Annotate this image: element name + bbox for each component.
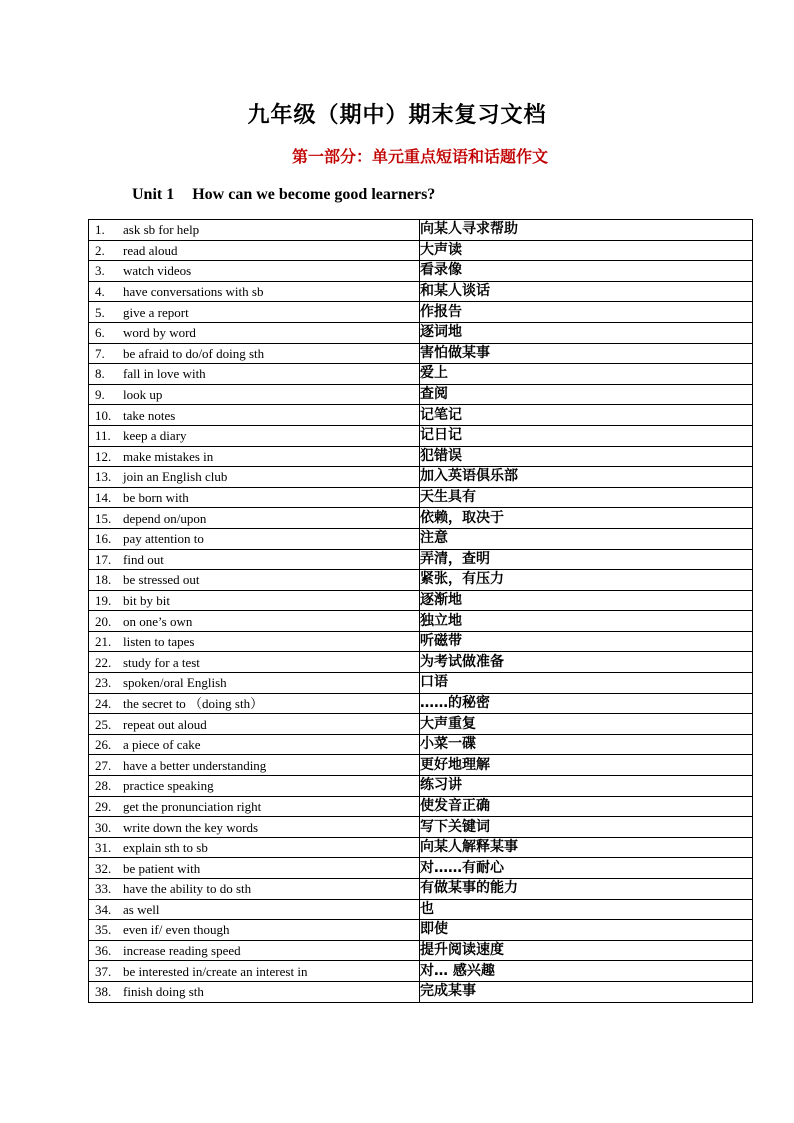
english-phrase: be stressed out [123,572,200,588]
english-phrase: have a better understanding [123,757,267,773]
english-phrase-cell [89,405,420,426]
table-row [89,652,753,673]
chinese-meaning: 有做某事的能力 [420,879,753,900]
english-phrase: write down the key words [123,819,259,835]
english-phrase-cell [89,796,420,817]
table-row [89,981,753,1002]
row-number: 8. [95,366,105,382]
chinese-meaning: 对……有耐心 [420,858,753,879]
english-phrase: listen to tapes [123,634,195,650]
english-phrase-cell [89,364,420,385]
chinese-meaning: 小菜一碟 [420,734,753,755]
chinese-meaning: 更好地理解 [420,755,753,776]
english-phrase: word by word [123,325,196,341]
english-phrase-cell [89,611,420,632]
unit-title: How can we become good learners? [192,186,436,203]
row-number: 33. [95,881,112,897]
english-phrase-cell [89,425,420,446]
english-phrase-cell [89,693,420,714]
chinese-meaning: 和某人谈话 [420,281,753,302]
english-phrase: a piece of cake [123,737,201,753]
english-phrase: repeat out aloud [123,716,207,732]
row-number: 1. [95,222,105,238]
english-phrase: have conversations with sb [123,284,264,300]
english-phrase: get the pronunciation right [123,798,262,814]
table-row [89,425,753,446]
english-phrase: take notes [123,407,176,423]
table-row [89,405,753,426]
row-number: 11. [95,428,111,444]
row-number: 7. [95,345,105,361]
table-row [89,528,753,549]
table-row [89,920,753,941]
english-phrase-cell [89,549,420,570]
chinese-meaning: 练习讲 [420,776,753,797]
table-row [89,734,753,755]
english-phrase-cell [89,755,420,776]
english-phrase-cell [89,714,420,735]
chinese-meaning: 独立地 [420,611,753,632]
table-row [89,714,753,735]
chinese-meaning: 查阅 [420,384,753,405]
english-phrase-cell [89,899,420,920]
english-phrase-cell [89,652,420,673]
chinese-meaning: 爱上 [420,364,753,385]
table-row [89,858,753,879]
chinese-meaning: 为考试做准备 [420,652,753,673]
table-row [89,899,753,920]
row-number: 23. [95,675,112,691]
english-phrase-cell [89,467,420,488]
english-phrase-cell [89,343,420,364]
english-phrase-cell [89,446,420,467]
table-row [89,302,753,323]
chinese-meaning: ……的秘密 [420,693,753,714]
row-number: 31. [95,840,112,856]
chinese-meaning: 犯错误 [420,446,753,467]
english-phrase: spoken/oral English [123,675,227,691]
chinese-meaning: 看录像 [420,261,753,282]
english-phrase-cell [89,673,420,694]
english-phrase: be interested in/create an interest in [123,963,308,979]
unit-label: Unit 1 [132,186,175,203]
chinese-meaning: 听磁带 [420,631,753,652]
table-row [89,961,753,982]
table-row [89,940,753,961]
table-row [89,817,753,838]
english-phrase-cell [89,837,420,858]
row-number: 9. [95,387,105,403]
row-number: 17. [95,551,112,567]
row-number: 3. [95,263,105,279]
chinese-meaning: 记笔记 [420,405,753,426]
table-row [89,240,753,261]
row-number: 26. [95,737,112,753]
row-number: 20. [95,613,112,629]
row-number: 32. [95,860,112,876]
chinese-meaning: 完成某事 [420,981,753,1002]
english-phrase: make mistakes in [123,448,214,464]
table-row [89,879,753,900]
english-phrase: join an English club [123,469,228,485]
english-phrase-cell [89,920,420,941]
phrase-table-body [89,220,753,1003]
row-number: 19. [95,592,112,608]
table-row [89,220,753,241]
english-phrase: bit by bit [123,592,170,608]
chinese-meaning: 记日记 [420,425,753,446]
chinese-meaning: 写下关键词 [420,817,753,838]
english-phrase-cell [89,220,420,241]
chinese-meaning: 向某人寻求帮助 [420,220,753,241]
row-number: 18. [95,572,112,588]
table-row [89,837,753,858]
english-phrase-cell [89,817,420,838]
table-row [89,755,753,776]
row-number: 30. [95,819,112,835]
table-row [89,673,753,694]
english-phrase-cell [89,776,420,797]
chinese-meaning: 提升阅读速度 [420,940,753,961]
english-phrase-cell [89,940,420,961]
row-number: 4. [95,284,105,300]
english-phrase: keep a diary [123,428,187,444]
english-phrase: read aloud [123,242,178,258]
chinese-meaning: 紧张，有压力 [420,570,753,591]
chinese-meaning: 使发音正确 [420,796,753,817]
english-phrase-cell [89,981,420,1002]
chinese-meaning: 加入英语俱乐部 [420,467,753,488]
english-phrase: depend on/upon [123,510,207,526]
chinese-meaning: 大声读 [420,240,753,261]
row-number: 12. [95,448,112,464]
english-phrase-cell [89,879,420,900]
english-phrase: pay attention to [123,531,204,547]
english-phrase-cell [89,961,420,982]
chinese-meaning: 天生具有 [420,487,753,508]
english-phrase-cell [89,261,420,282]
table-row [89,487,753,508]
phrase-table [88,219,753,1003]
english-phrase: even if/ even though [123,922,230,938]
english-phrase: on one’s own [123,613,193,629]
row-number: 38. [95,984,112,1000]
english-phrase-cell [89,508,420,529]
table-row [89,261,753,282]
chinese-meaning: 作报告 [420,302,753,323]
chinese-meaning: 逐词地 [420,322,753,343]
english-phrase-cell [89,302,420,323]
table-row [89,467,753,488]
english-phrase-cell [89,590,420,611]
row-number: 28. [95,778,112,794]
table-row [89,611,753,632]
table-row [89,281,753,302]
chinese-meaning: 依赖，取决于 [420,508,753,529]
english-phrase: ask sb for help [123,222,200,238]
table-row [89,590,753,611]
row-number: 29. [95,798,112,814]
english-phrase: finish doing sth [123,984,204,1000]
chinese-meaning: 即使 [420,920,753,941]
chinese-meaning: 口语 [420,673,753,694]
english-phrase: have the ability to do sth [123,881,252,897]
english-phrase: as well [123,901,160,917]
document-subtitle: 第一部分：单元重点短语和话题作文 [291,147,548,166]
table-row [89,693,753,714]
english-phrase-cell [89,858,420,879]
english-phrase-cell [89,281,420,302]
table-row [89,508,753,529]
chinese-meaning: 大声重复 [420,714,753,735]
table-row [89,776,753,797]
chinese-meaning: 也 [420,899,753,920]
row-number: 16. [95,531,112,547]
english-phrase: watch videos [123,263,192,279]
english-phrase: increase reading speed [123,943,241,959]
table-row [89,446,753,467]
english-phrase: find out [123,551,164,567]
chinese-meaning: 害怕做某事 [420,343,753,364]
english-phrase: explain sth to sb [123,840,208,856]
english-phrase-cell [89,240,420,261]
document-title: 九年级（期中）期末复习文档 [247,102,547,128]
english-phrase-cell [89,487,420,508]
table-row [89,631,753,652]
row-number: 14. [95,490,112,506]
row-number: 13. [95,469,112,485]
row-number: 2. [95,242,105,258]
row-number: 15. [95,510,112,526]
table-row [89,343,753,364]
table-row [89,322,753,343]
english-phrase: be born with [123,490,189,506]
english-phrase-cell [89,734,420,755]
row-number: 5. [95,304,105,320]
english-phrase-cell [89,570,420,591]
english-phrase: be patient with [123,860,201,876]
english-phrase: fall in love with [123,366,206,382]
table-row [89,549,753,570]
row-number: 10. [95,407,112,423]
english-phrase-cell [89,384,420,405]
table-row [89,364,753,385]
row-number: 24. [95,695,112,711]
chinese-meaning: 逐渐地 [420,590,753,611]
english-phrase: practice speaking [123,778,214,794]
row-number: 6. [95,325,105,341]
table-row [89,570,753,591]
english-phrase-cell [89,322,420,343]
chinese-meaning: 注意 [420,528,753,549]
english-phrase: the secret to （doing sth） [123,695,264,711]
row-number: 21. [95,634,112,650]
row-number: 27. [95,757,112,773]
row-number: 35. [95,922,112,938]
english-phrase: look up [123,387,163,403]
table-row [89,384,753,405]
english-phrase: give a report [123,304,189,320]
row-number: 25. [95,716,112,732]
unit-heading [132,186,435,204]
row-number: 36. [95,943,112,959]
row-number: 22. [95,654,112,670]
table-row [89,796,753,817]
row-number: 34. [95,901,112,917]
chinese-meaning: 弄清，查明 [420,549,753,570]
chinese-meaning: 向某人解释某事 [420,837,753,858]
english-phrase-cell [89,631,420,652]
chinese-meaning: 对… 感兴趣 [420,961,753,982]
english-phrase: study for a test [123,654,200,670]
english-phrase: be afraid to do/of doing sth [123,345,265,361]
english-phrase-cell [89,528,420,549]
row-number: 37. [95,963,112,979]
